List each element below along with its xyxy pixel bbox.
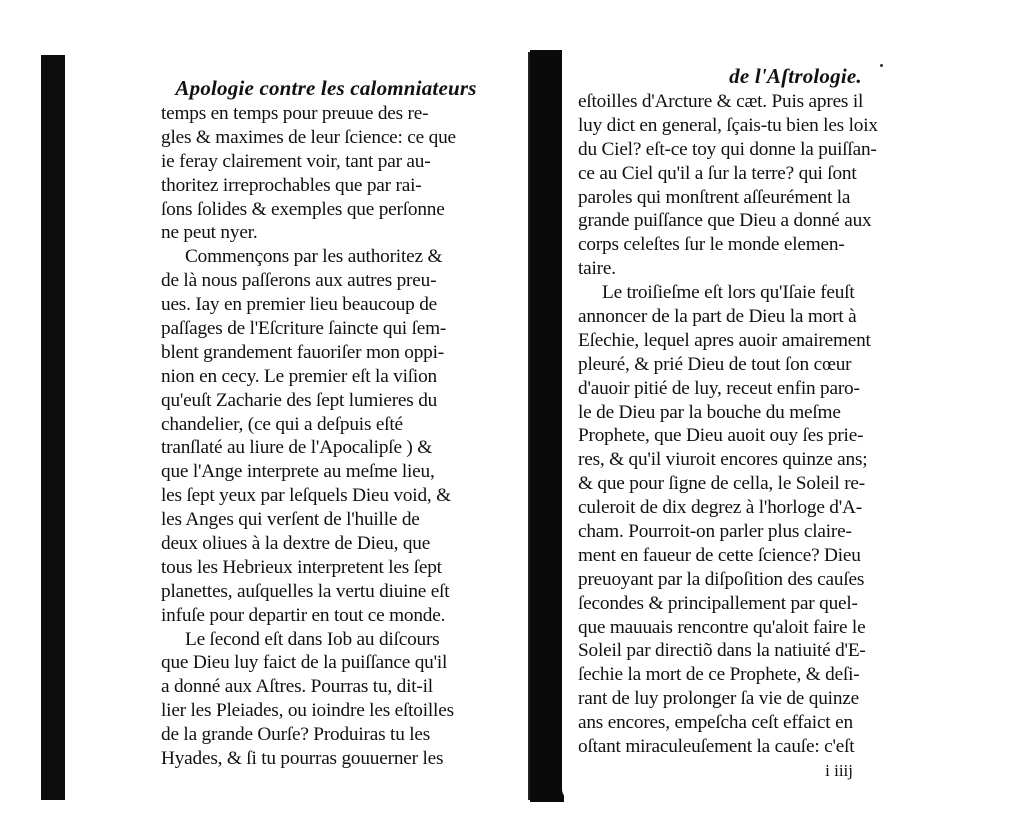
right-running-head: de l'Aſtrologie.	[729, 64, 862, 88]
text-line: thoritez irreprochables que par rai-	[161, 174, 422, 196]
text-line: a donné aux Aſtres. Pourras tu, dit-il	[161, 676, 433, 698]
text-line: tous les Hebrieux interpretent les ſept	[161, 556, 442, 578]
text-line: grande puiſſance que Dieu a donné aux	[578, 210, 872, 232]
text-line: ment en faueur de cette ſcience? Dieu	[578, 544, 861, 566]
text-line: gles & maximes de leur ſcience: ce que	[161, 126, 456, 148]
text-line: deux oliues à la dextre de Dieu, que	[161, 533, 431, 555]
text-line: de la grande Ourſe? Produiras tu les	[161, 724, 431, 746]
text-line: Le troiſieſme eſt lors qu'Iſaie feuſt	[602, 282, 855, 304]
text-line: qu'euſt Zacharie des ſept lumieres du	[161, 389, 438, 411]
text-line: du Ciel? eſt-ce toy qui donne la puiſſan-	[578, 138, 877, 160]
left-binding-shadow	[41, 55, 65, 800]
text-line: Hyades, & ſi tu pourras gouuerner les	[161, 748, 444, 770]
text-line: pleuré, & prié Dieu de tout ſon cœur	[578, 353, 852, 375]
text-line: que Dieu luy faict de la puiſſance qu'il	[161, 652, 448, 674]
text-line: corps celeſtes ſur le monde elemen-	[578, 234, 845, 256]
text-line: chandelier, (ce qui a deſpuis eſté	[161, 413, 403, 435]
text-line: lier les Pleiades, ou ioindre les eſtoilles	[161, 700, 454, 722]
text-line: que mauuais rencontre qu'aloit faire le	[578, 616, 866, 638]
text-line: Commençons par les authoritez &	[185, 246, 443, 268]
text-line: ie feray clairement voir, tant par au-	[161, 150, 431, 172]
left-page	[65, 52, 530, 800]
text-line: rant de luy prolonger ſa vie de quinze	[578, 688, 859, 710]
text-line: annoncer de la part de Dieu la mort à	[578, 306, 857, 328]
text-line: ſecondes & principallement par quel-	[578, 592, 858, 614]
left-running-head: Apologie contre les calomniateurs	[175, 76, 477, 100]
right-page-body	[578, 90, 973, 759]
text-line: tranſlaté au liure de l'Apocalipſe ) &	[161, 437, 433, 459]
text-line: blent grandement fauoriſer mon oppi-	[161, 341, 444, 363]
text-line: infuſe pour departir en tout ce monde.	[161, 604, 446, 626]
text-line: planettes, auſquelles la vertu diuine eſt	[161, 580, 450, 602]
text-line: le de Dieu par la bouche du meſme	[578, 401, 841, 423]
text-line: paſſages de l'Eſcriture ſaincte qui ſem-	[161, 318, 447, 340]
text-line: Soleil par directiõ dans la natiuité d'E-	[578, 640, 866, 662]
text-line: eſtoilles d'Arcture & cæt. Puis apres il	[578, 91, 864, 112]
text-line: les Anges qui verſent de l'huille de	[161, 509, 420, 531]
text-line: ſons ſolides & exemples que perſonne	[161, 198, 445, 220]
text-line: paroles qui monſtrent aſſeurément la	[578, 186, 851, 208]
text-line: Prophete, que Dieu auoit ouy ſes prie-	[578, 425, 864, 447]
text-line: nion en cecy. Le premier eſt la viſion	[161, 365, 437, 387]
text-line: de là nous paſſerons aux autres preu-	[161, 270, 437, 292]
text-line: ſechie la mort de ce Prophete, & deſi-	[578, 664, 860, 686]
text-line: ne peut nyer.	[161, 222, 258, 244]
right-text-column	[578, 56, 973, 781]
text-line: oſtant miraculeuſement la cauſe: c'eſt	[578, 736, 855, 758]
text-line: ce au Ciel qu'il a ſur la terre? qui ſont	[578, 162, 857, 184]
text-line: culeroit de dix degrez à l'horloge d'A-	[578, 497, 862, 519]
text-line: ues. Iay en premier lieu beaucoup de	[161, 294, 438, 316]
text-line: que l'Ange interprete au meſme lieu,	[161, 461, 435, 483]
text-line: luy dict en general, ſçais-tu bien les loix	[578, 114, 878, 136]
text-line: res, & qu'il viuroit encores quinze ans;	[578, 449, 868, 471]
signature-mark: i iiij	[825, 760, 853, 780]
text-line: Le ſecond eſt dans Iob au diſcours	[185, 628, 440, 650]
text-line: preuoyant par la diſpoſition des cauſes	[578, 568, 865, 590]
text-line: les ſept yeux par leſquels Dieu void, &	[161, 485, 451, 507]
text-line: & que pour ſigne de cella, le Soleil re-	[578, 473, 866, 495]
right-page	[562, 48, 980, 801]
left-text-column	[161, 54, 566, 771]
left-page-body	[161, 102, 566, 771]
text-line: taire.	[578, 258, 616, 280]
print-speck	[880, 64, 883, 67]
text-line: temps en temps pour preuue des re-	[161, 103, 429, 124]
text-line: ans encores, empeſcha ceſt effaict en	[578, 712, 853, 734]
text-line: cham. Pourroit-on parler plus claire-	[578, 521, 852, 543]
text-line: Eſechie, lequel apres auoir amairement	[578, 329, 871, 351]
text-line: d'auoir pitié de luy, receut enfin paro-	[578, 377, 860, 399]
